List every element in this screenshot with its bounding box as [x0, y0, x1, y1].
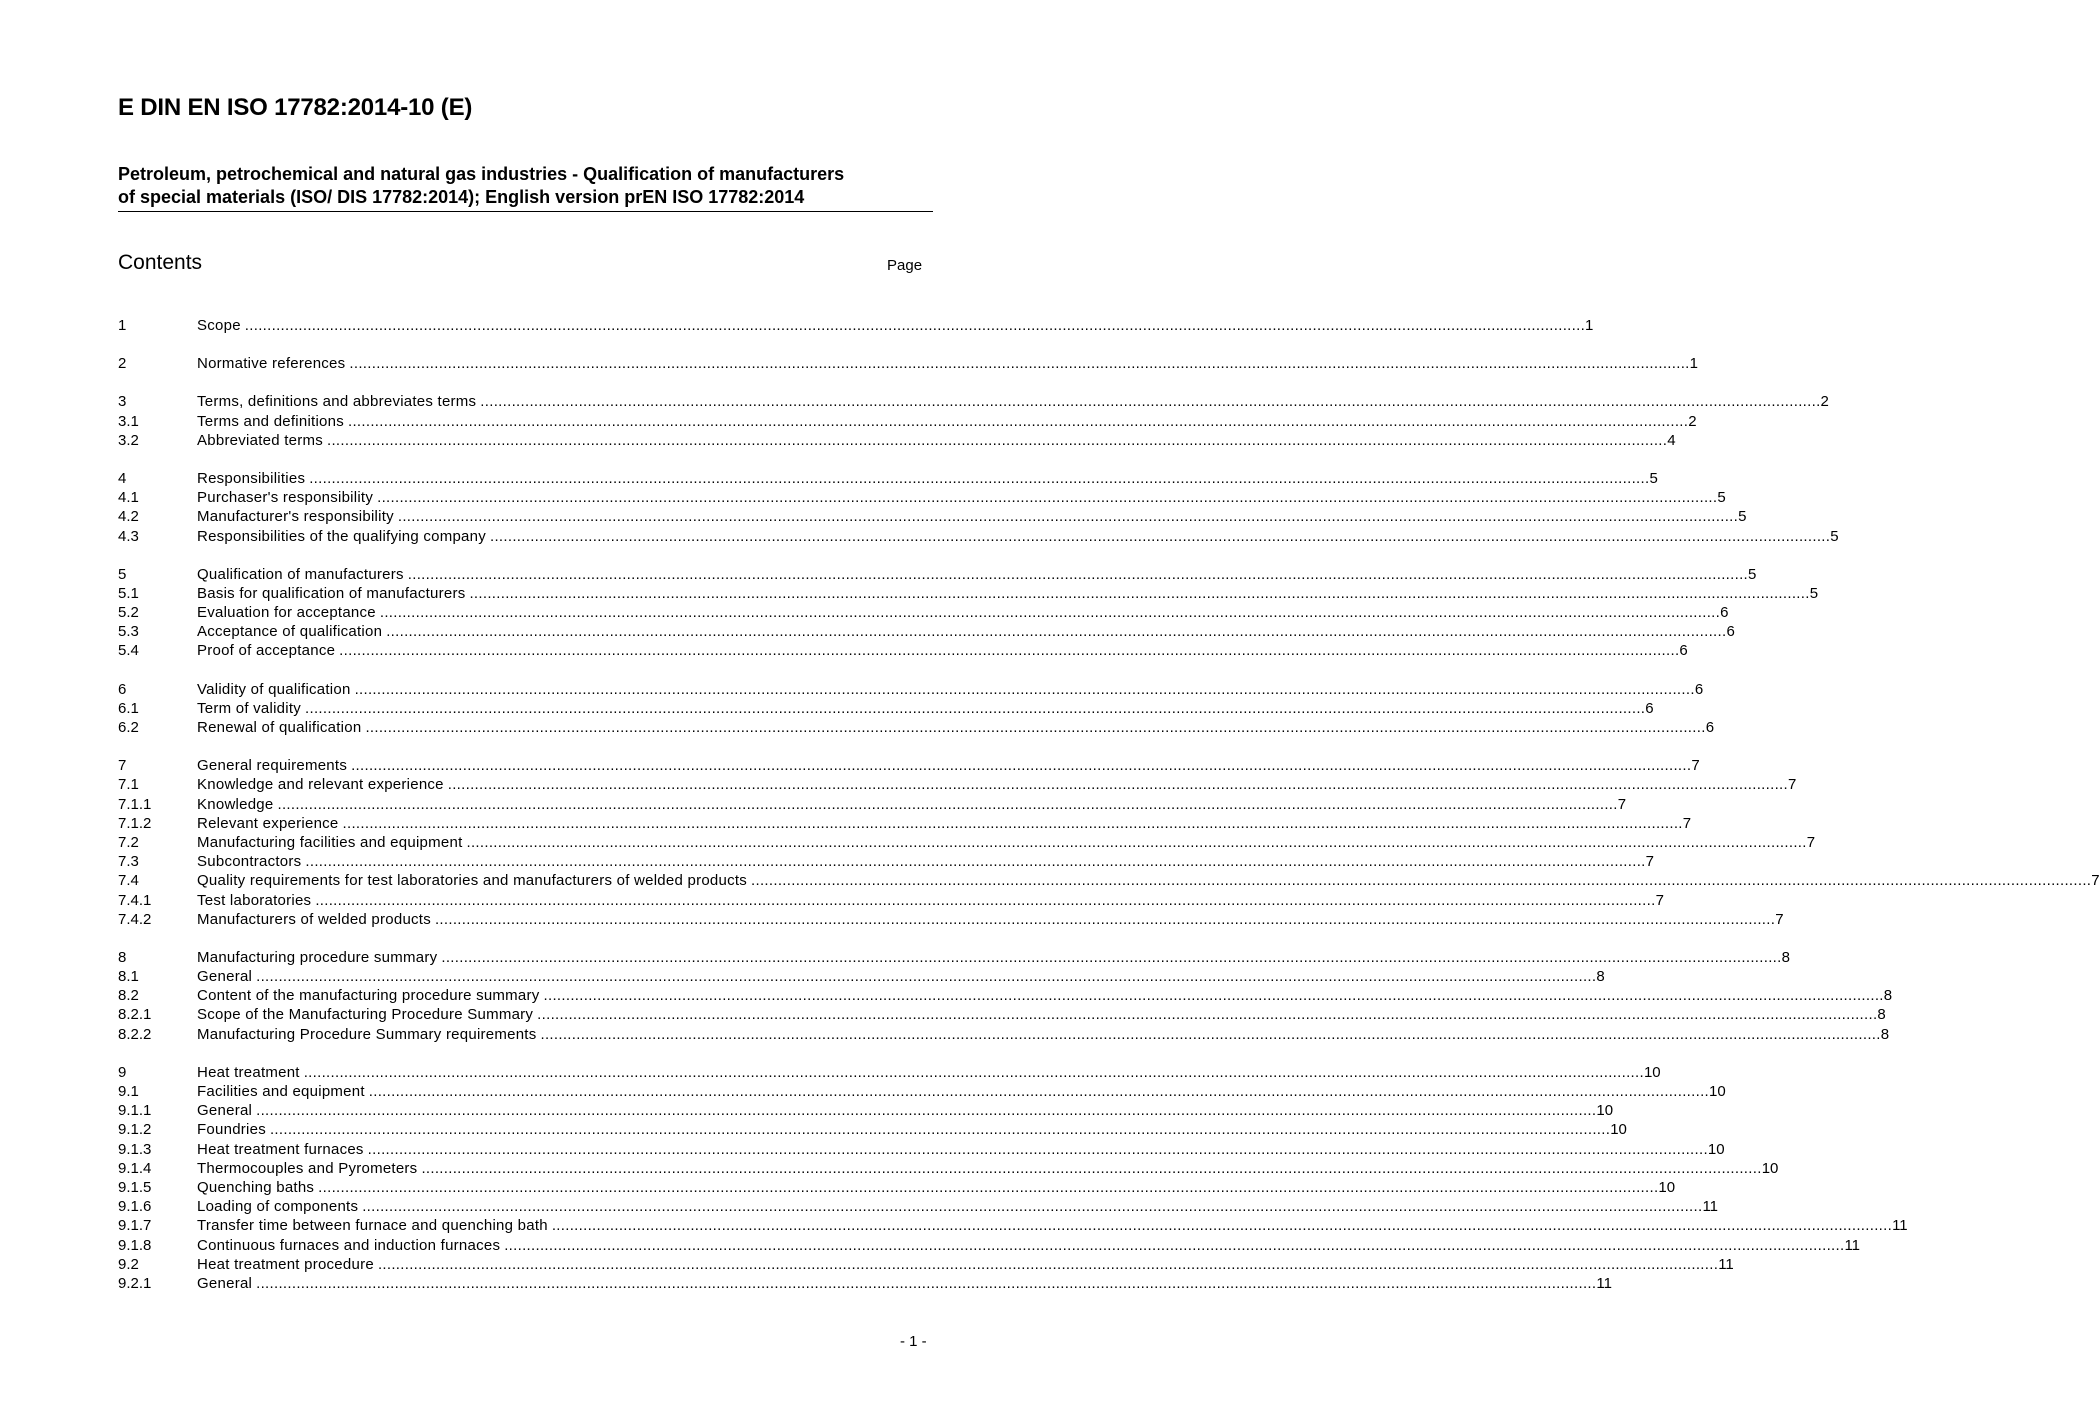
toc-entry-page: 7 — [1682, 814, 1692, 832]
toc-entry-title: Test laboratories — [197, 891, 312, 909]
toc-dot-leader: ............................................................................................................................................................................................................................................................................................................ — [362, 1198, 1703, 1216]
toc-entry-number: 7.3 — [118, 853, 139, 871]
toc-entry[interactable] — [118, 1236, 1861, 1255]
toc-entry[interactable] — [118, 1197, 1719, 1216]
page-column-label: Page — [887, 257, 923, 274]
document-title-line-2: of special materials (ISO/ DIS 17782:2014); English version prEN ISO 17782:2014 — [118, 187, 805, 207]
toc-entry-page: 7 — [1788, 776, 1797, 794]
toc-entry-number: 8.2.1 — [118, 1006, 152, 1024]
toc-group — [118, 756, 2100, 929]
toc-entry-number: 6 — [118, 680, 127, 698]
toc-entry-page: 5 — [1649, 469, 1658, 487]
toc-entry-page: 11 — [1844, 1236, 1861, 1254]
toc-dot-leader: ............................................................................................................................................................................................................................................................................................................ — [256, 968, 1597, 986]
toc-entry[interactable] — [118, 527, 1839, 546]
toc-entry-title: Terms and definitions — [197, 412, 344, 430]
toc-entry-title: Term of validity — [197, 699, 302, 717]
toc-dot-leader: ............................................................................................................................................................................................................................................................................................................ — [351, 757, 1692, 775]
toc-entry[interactable] — [118, 1159, 1779, 1178]
toc-entry-title: Manufacturing facilities and equipment — [197, 833, 463, 851]
toc-dot-leader: ............................................................................................................................................................................................................................................................................................................ — [407, 565, 1749, 583]
toc-entry-page: 1 — [1585, 317, 1594, 334]
toc-entry-number: 4.3 — [118, 527, 139, 545]
toc-dot-leader: ............................................................................................................................................................................................................................................................................................................ — [256, 1274, 1597, 1292]
toc-entry[interactable] — [118, 680, 1704, 699]
toc-entry-title: Responsibilities of the qualifying company — [197, 527, 486, 545]
toc-entry-number: 7.1.2 — [118, 814, 152, 832]
toc-entry-page: 8 — [1781, 948, 1790, 966]
toc-entry[interactable] — [118, 1140, 1725, 1159]
toc-entry[interactable] — [118, 392, 1829, 411]
toc-entry-number: 9.1.6 — [118, 1198, 152, 1216]
toc-entry-title: Scope of the Manufacturing Procedure Summary — [197, 1006, 534, 1024]
toc-entry-number: 9.1.4 — [118, 1159, 152, 1177]
toc-dot-leader: ............................................................................................................................................................................................................................................................................................................ — [386, 623, 1727, 641]
toc-entry-page: 8 — [1883, 987, 1893, 1005]
toc-entry-page: 10 — [1596, 1102, 1614, 1120]
toc-dot-leader: ............................................................................................................................................................................................................................................................................................................ — [305, 699, 1646, 717]
toc-entry-page: 7 — [1617, 795, 1627, 813]
toc-dot-leader: ............................................................................................................................................................................................................................................................................................................ — [244, 317, 1586, 334]
toc-dot-leader: ............................................................................................................................................................................................................................................................................................................ — [269, 1121, 1611, 1139]
toc-dot-leader: ............................................................................................................................................................................................................................................................................................................ — [543, 987, 1884, 1005]
toc-entry-title: Manufacturing procedure summary — [197, 948, 438, 966]
toc-dot-leader: ............................................................................................................................................................................................................................................................................................................ — [342, 814, 1683, 832]
toc-entry-page: 7 — [1806, 833, 1816, 851]
toc-entry[interactable] — [118, 354, 1698, 373]
toc-entry-number: 8 — [118, 948, 127, 966]
toc-entry[interactable] — [118, 316, 1594, 335]
toc-entry-title: Abbreviated terms — [197, 431, 323, 449]
toc-entry-title: Foundries — [197, 1121, 266, 1139]
toc-entry-page: 2 — [1820, 393, 1829, 411]
toc-entry[interactable] — [118, 986, 1893, 1005]
toc-entry-number: 9.1.3 — [118, 1140, 152, 1158]
toc-entry-number: 8.2 — [118, 987, 139, 1005]
toc-entry[interactable] — [118, 718, 1715, 737]
toc-entry-page: 10 — [1610, 1121, 1627, 1139]
toc-dot-leader: ............................................................................................................................................................................................................................................................................................................ — [480, 393, 1821, 411]
toc-dot-leader: ............................................................................................................................................................................................................................................................................................................ — [349, 355, 1690, 373]
toc-group — [118, 565, 1819, 661]
toc-entry-number: 8.1 — [118, 968, 139, 986]
toc-entry-number: 5.2 — [118, 604, 139, 622]
toc-entry-page: 6 — [1726, 623, 1735, 641]
toc-entry-page: 5 — [1748, 565, 1757, 583]
toc-group — [118, 316, 1594, 335]
toc-dot-leader: ............................................................................................................................................................................................................................................................................................................ — [504, 1236, 1845, 1254]
toc-entry[interactable] — [118, 1274, 1612, 1293]
toc-entry[interactable] — [118, 699, 1654, 718]
toc-entry-page: 7 — [1655, 891, 1664, 909]
toc-entry-page: 8 — [1880, 1025, 1890, 1043]
toc-entry-number: 9.1 — [118, 1083, 139, 1100]
toc-entry-page: 8 — [1877, 1006, 1886, 1024]
footer-page-number: - 1 - — [900, 1333, 927, 1350]
toc-entry-page: 11 — [1596, 1274, 1612, 1292]
toc-entry-page: 11 — [1892, 1217, 1908, 1235]
toc-entry-number: 7.4.2 — [118, 910, 152, 928]
toc-entry-page: 2 — [1688, 412, 1697, 430]
toc-entry[interactable] — [118, 603, 1729, 622]
document-id: E DIN EN ISO 17782:2014-10 (E) — [118, 94, 473, 121]
toc-entry-page: 10 — [1761, 1159, 1779, 1177]
toc-dot-leader: ............................................................................................................................................................................................................................................................................................................ — [537, 1006, 1878, 1024]
toc-dot-leader: ............................................................................................................................................................................................................................................................................................................ — [354, 680, 1695, 698]
toc-dot-leader: ............................................................................................................................................................................................................................................................................................................ — [326, 431, 1668, 449]
toc-entry[interactable] — [118, 814, 1692, 833]
toc-group — [118, 354, 1698, 373]
toc-entry-title: Knowledge — [197, 795, 274, 813]
toc-entry-title: Quenching baths — [197, 1178, 315, 1196]
toc-entry-number: 5.3 — [118, 623, 139, 641]
toc-entry-number: 9.1.1 — [118, 1102, 152, 1120]
toc-entry-title: Scope — [197, 317, 241, 334]
toc-entry-number: 9 — [118, 1063, 127, 1081]
toc-entry-page: 11 — [1702, 1198, 1719, 1216]
toc-group — [118, 392, 1829, 450]
document-title-line-1: Petroleum, petrochemical and natural gas industries - Qualification of manufacturers — [118, 164, 845, 184]
toc-entry-number: 7.4 — [118, 872, 139, 890]
toc-dot-leader: ............................................................................................................................................................................................................................................................................................................ — [303, 1063, 1644, 1081]
toc-dot-leader: ............................................................................................................................................................................................................................................................................................................ — [466, 833, 1807, 851]
toc-entry-page: 6 — [1720, 604, 1729, 622]
toc-entry[interactable] — [118, 1120, 1627, 1139]
toc-entry-title: General — [197, 1102, 253, 1120]
toc-group — [118, 948, 1893, 1044]
toc-dot-leader: ............................................................................................................................................................................................................................................................................................................ — [490, 527, 1831, 545]
toc-dot-leader: ............................................................................................................................................................................................................................................................................................................ — [315, 891, 1656, 909]
toc-entry-number: 7 — [118, 757, 127, 775]
toc-entry-page: 7 — [1645, 853, 1654, 871]
toc-entry[interactable] — [118, 852, 1654, 871]
toc-group — [118, 680, 1715, 738]
toc-entry-page: 10 — [1707, 1140, 1725, 1158]
toc-entry-title: Validity of qualification — [197, 680, 351, 698]
toc-entry-title: Knowledge and relevant experience — [197, 776, 444, 794]
toc-entry-number: 9.2.1 — [118, 1274, 152, 1292]
toc-entry[interactable] — [118, 775, 1797, 794]
toc-entry-page: 5 — [1830, 527, 1839, 545]
toc-entry-number: 7.4.1 — [118, 891, 152, 909]
toc-entry-title: General — [197, 968, 253, 986]
toc-entry-number: 9.2 — [118, 1255, 139, 1273]
toc-entry-number: 9.1.8 — [118, 1236, 152, 1254]
toc-entry-title: Proof of acceptance — [197, 642, 336, 660]
document-title — [118, 163, 933, 212]
toc-entry-page: 7 — [1691, 757, 1700, 775]
toc-entry-title: General requirements — [197, 757, 348, 775]
toc-entry-title: Renewal of qualification — [197, 719, 362, 736]
toc-entry-number: 3.1 — [118, 412, 139, 430]
toc-entry-page: 5 — [1738, 508, 1747, 526]
toc-entry[interactable] — [118, 1082, 1726, 1101]
toc-entry-title: Heat treatment procedure — [197, 1255, 374, 1273]
toc-entry-page: 4 — [1667, 431, 1676, 449]
toc-entry-title: Facilities and equipment — [197, 1083, 365, 1100]
toc-entry[interactable] — [118, 833, 1816, 852]
toc-entry-title: Basis for qualification of manufacturers — [197, 584, 466, 602]
toc-entry-title: Continuous furnaces and induction furnaces — [197, 1236, 501, 1254]
toc-entry[interactable] — [118, 507, 1747, 526]
toc-entry-title: Loading of components — [197, 1198, 359, 1216]
toc-dot-leader: ............................................................................................................................................................................................................................................................................................................ — [309, 469, 1650, 487]
toc-entry[interactable] — [118, 795, 1627, 814]
toc-entry-page: 10 — [1709, 1083, 1726, 1100]
toc-entry-title: Evaluation for acceptance — [197, 604, 376, 622]
toc-dot-leader: ............................................................................................................................................................................................................................................................................................................ — [348, 412, 1689, 430]
toc-entry-page: 8 — [1596, 968, 1605, 986]
toc-entry-number: 9.1.2 — [118, 1121, 152, 1139]
toc-entry-number: 9.1.5 — [118, 1178, 152, 1196]
toc-entry-title: Transfer time between furnace and quenching bath — [197, 1217, 548, 1235]
toc-dot-leader: ............................................................................................................................................................................................................................................................................................................ — [551, 1217, 1893, 1235]
toc-dot-leader: ............................................................................................................................................................................................................................................................................................................ — [367, 1140, 1708, 1158]
toc-dot-leader: ............................................................................................................................................................................................................................................................................................................ — [441, 948, 1782, 966]
toc-dot-leader: ............................................................................................................................................................................................................................................................................................................ — [751, 872, 2092, 890]
toc-entry-page: 5 — [1809, 584, 1819, 602]
toc-dot-leader: ............................................................................................................................................................................................................................................................................................................ — [377, 489, 1718, 507]
toc-entry-number: 4.2 — [118, 508, 139, 526]
toc-entry[interactable] — [118, 891, 1664, 910]
toc-dot-leader: ............................................................................................................................................................................................................................................................................................................ — [277, 795, 1618, 813]
toc-entry-page: 1 — [1689, 355, 1698, 373]
toc-dot-leader: ............................................................................................................................................................................................................................................................................................................ — [379, 604, 1721, 622]
contents-heading: Contents — [118, 251, 203, 274]
toc-entry[interactable] — [118, 431, 1676, 450]
toc-entry[interactable] — [118, 910, 1784, 929]
toc-entry-title: General — [197, 1274, 253, 1292]
toc-entry-page: 7 — [1775, 910, 1784, 928]
toc-entry-number: 5.1 — [118, 584, 139, 602]
toc-entry-number: 5.4 — [118, 642, 139, 660]
toc-entry[interactable] — [118, 412, 1697, 431]
toc-entry-page: 10 — [1643, 1063, 1661, 1081]
toc-entry[interactable] — [118, 641, 1688, 660]
table-of-contents — [118, 316, 2100, 1312]
toc-entry[interactable] — [118, 1216, 1908, 1235]
toc-dot-leader: ............................................................................................................................................................................................................................................................................................................ — [318, 1178, 1659, 1196]
toc-entry-number: 1 — [118, 317, 127, 334]
toc-dot-leader: ............................................................................................................................................................................................................................................................................................................ — [469, 584, 1810, 602]
toc-dot-leader: ............................................................................................................................................................................................................................................................................................................ — [540, 1025, 1881, 1043]
toc-entry[interactable] — [118, 469, 1658, 488]
toc-entry-number: 7.1 — [118, 776, 139, 794]
toc-entry-title: Relevant experience — [197, 814, 339, 832]
toc-entry-number: 7.1.1 — [118, 795, 152, 813]
toc-entry-page: 6 — [1705, 719, 1715, 736]
toc-entry[interactable] — [118, 622, 1735, 641]
toc-entry-page: 10 — [1658, 1178, 1676, 1196]
toc-entry-title: Manufacturers of welded products — [197, 910, 431, 928]
toc-dot-leader: ............................................................................................................................................................................................................................................................................................................ — [447, 776, 1788, 794]
toc-entry[interactable] — [118, 967, 1605, 986]
toc-entry-number: 3 — [118, 393, 127, 411]
toc-dot-leader: ............................................................................................................................................................................................................................................................................................................ — [434, 910, 1776, 928]
toc-entry-number: 4.1 — [118, 489, 139, 507]
toc-entry-title: Responsibilities — [197, 469, 306, 487]
toc-entry[interactable] — [118, 1255, 1734, 1274]
toc-entry[interactable] — [118, 488, 1726, 507]
toc-entry-number: 6.1 — [118, 699, 139, 717]
toc-entry-number: 6.2 — [118, 719, 139, 736]
toc-entry-number: 4 — [118, 469, 127, 487]
toc-dot-leader: ............................................................................................................................................................................................................................................................................................................ — [365, 719, 1706, 736]
toc-entry-title: Content of the manufacturing procedure summary — [197, 987, 540, 1005]
toc-entry-page: 11 — [1718, 1255, 1734, 1273]
toc-entry-title: Quality requirements for test laboratories and manufacturers of welded products — [197, 872, 748, 890]
toc-entry-title: Heat treatment — [197, 1063, 300, 1081]
toc-entry-title: Thermocouples and Pyrometers — [197, 1159, 418, 1177]
toc-dot-leader: ............................................................................................................................................................................................................................................................................................................ — [256, 1102, 1597, 1120]
toc-entry-page: 6 — [1679, 642, 1688, 660]
toc-entry-title: Manufacturing Procedure Summary requirements — [197, 1025, 537, 1043]
toc-entry[interactable] — [118, 948, 1790, 967]
toc-dot-leader: ............................................................................................................................................................................................................................................................................................................ — [339, 642, 1680, 660]
toc-entry[interactable] — [118, 584, 1819, 603]
toc-entry[interactable] — [118, 565, 1757, 584]
toc-entry-number: 5 — [118, 565, 127, 583]
toc-dot-leader: ............................................................................................................................................................................................................................................................................................................ — [421, 1159, 1762, 1177]
toc-entry-number: 8.2.2 — [118, 1025, 152, 1043]
toc-entry[interactable] — [118, 1178, 1676, 1197]
toc-entry-title: Heat treatment furnaces — [197, 1140, 364, 1158]
toc-entry-title: Acceptance of qualification — [197, 623, 383, 641]
toc-entry-title: Qualification of manufacturers — [197, 565, 404, 583]
toc-dot-leader: ............................................................................................................................................................................................................................................................................................................ — [397, 508, 1739, 526]
toc-entry-number: 2 — [118, 355, 127, 373]
toc-entry[interactable] — [118, 1063, 1661, 1082]
toc-entry-title: Manufacturer's responsibility — [197, 508, 394, 526]
toc-entry-page: 5 — [1717, 489, 1726, 507]
toc-entry[interactable] — [118, 871, 2100, 890]
toc-entry-page: 7 — [2091, 872, 2100, 890]
toc-entry-number: 7.2 — [118, 833, 139, 851]
toc-dot-leader: ............................................................................................................................................................................................................................................................................................................ — [305, 853, 1646, 871]
toc-dot-leader: ............................................................................................................................................................................................................................................................................................................ — [368, 1083, 1710, 1100]
toc-group — [118, 1063, 1908, 1293]
toc-entry-title: Purchaser's responsibility — [197, 489, 374, 507]
toc-entry[interactable] — [118, 1005, 1886, 1024]
toc-entry[interactable] — [118, 1025, 1890, 1044]
toc-group — [118, 469, 1839, 546]
toc-entry-title: Normative references — [197, 355, 346, 373]
toc-dot-leader: ............................................................................................................................................................................................................................................................................................................ — [377, 1255, 1719, 1273]
toc-entry-title: Subcontractors — [197, 853, 302, 871]
toc-entry-page: 6 — [1645, 699, 1654, 717]
toc-entry[interactable] — [118, 1101, 1614, 1120]
toc-entry-number: 9.1.7 — [118, 1217, 152, 1235]
toc-entry-page: 6 — [1694, 680, 1704, 698]
toc-entry-title: Terms, definitions and abbreviates terms — [197, 393, 477, 411]
toc-entry-number: 3.2 — [118, 431, 139, 449]
toc-entry[interactable] — [118, 756, 1700, 775]
